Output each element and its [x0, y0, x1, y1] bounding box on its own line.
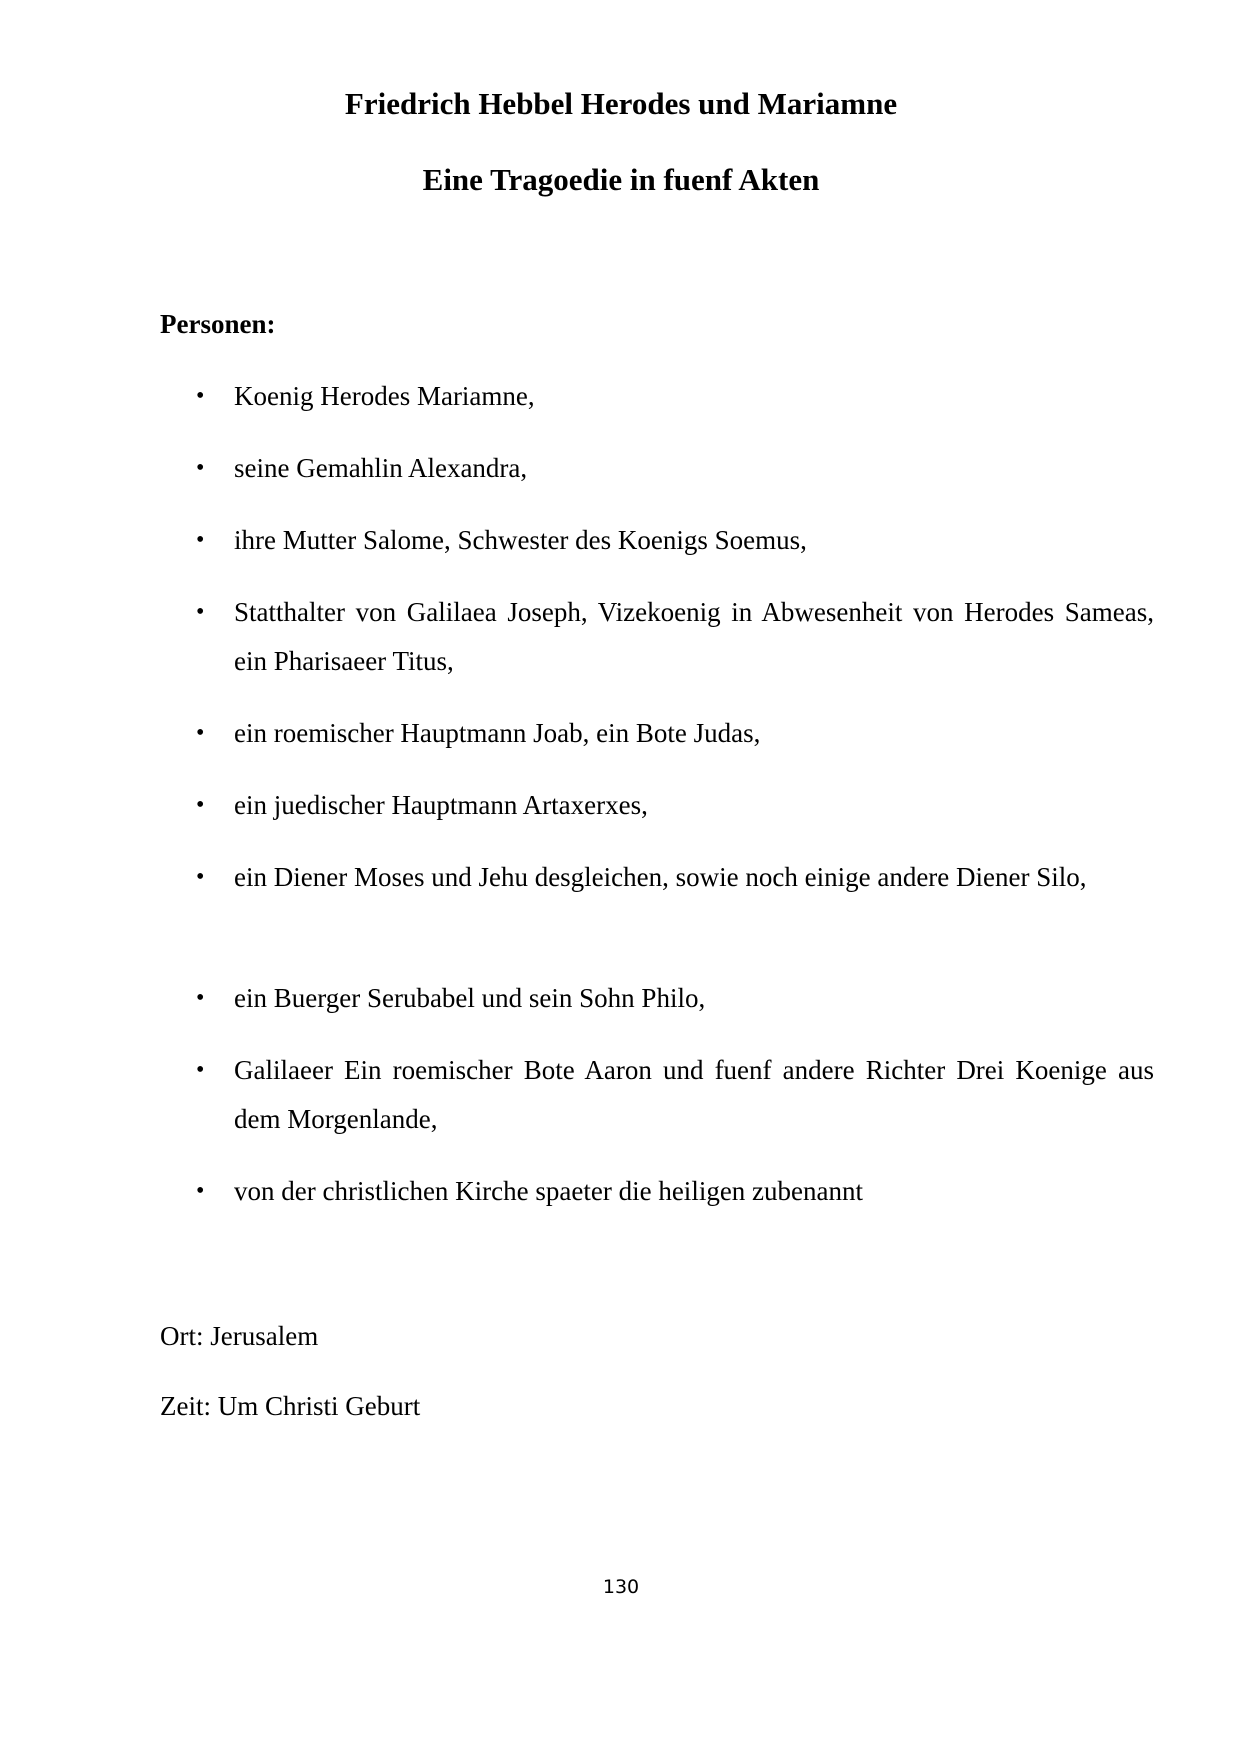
time-line: Zeit: Um Christi Geburt	[160, 1391, 421, 1421]
bullet-icon: •	[196, 720, 205, 746]
list-item	[196, 974, 1154, 1023]
place-line: Ort: Jerusalem	[160, 1321, 319, 1351]
list-item	[196, 781, 1154, 830]
list-item	[196, 588, 1154, 686]
list-item	[196, 516, 1154, 565]
list-item	[196, 709, 1154, 758]
person-entry: ein Diener Moses und Jehu desgleichen, sowie noch einige andere Diener Silo,	[234, 862, 1087, 892]
page-number: 130	[602, 1576, 640, 1598]
person-entry: seine Gemahlin Alexandra,	[234, 453, 528, 483]
list-item	[196, 1046, 1154, 1144]
bullet-icon: •	[196, 383, 205, 409]
person-entry: von der christlichen Kirche spaeter die heiligen zubenannt	[234, 1176, 864, 1206]
list-item	[196, 1167, 1154, 1216]
person-entry: Statthalter von Galilaea Joseph, Vizekoenig in Abwesenheit von Herodes Sameas, ein Pharisaeer Titus,	[234, 597, 1154, 676]
bullet-icon: •	[196, 792, 205, 818]
bullet-icon: •	[196, 1178, 205, 1204]
list-item	[196, 853, 1154, 902]
list-item	[196, 444, 1154, 493]
bullet-icon: •	[196, 864, 205, 890]
bullet-icon: •	[196, 1057, 205, 1083]
document-subtitle: Eine Tragoedie in fuenf Akten	[422, 162, 820, 197]
person-entry: Koenig Herodes Mariamne,	[234, 381, 535, 411]
person-entry: ihre Mutter Salome, Schwester des Koenigs Soemus,	[234, 525, 807, 555]
list-item	[196, 372, 1154, 421]
bullet-icon: •	[196, 599, 205, 625]
persons-heading: Personen:	[160, 309, 276, 339]
person-entry: Galilaeer Ein roemischer Bote Aaron und fuenf andere Richter Drei Koenige aus dem Morgenlande,	[234, 1055, 1154, 1134]
bullet-icon: •	[196, 527, 205, 553]
person-entry: ein roemischer Hauptmann Joab, ein Bote Judas,	[234, 718, 761, 748]
bullet-icon: •	[196, 455, 205, 481]
person-entry: ein juedischer Hauptmann Artaxerxes,	[234, 790, 648, 820]
person-entry: ein Buerger Serubabel und sein Sohn Philo,	[234, 983, 706, 1013]
document-title: Friedrich Hebbel Herodes und Mariamne	[344, 86, 898, 121]
bullet-icon: •	[196, 985, 205, 1011]
